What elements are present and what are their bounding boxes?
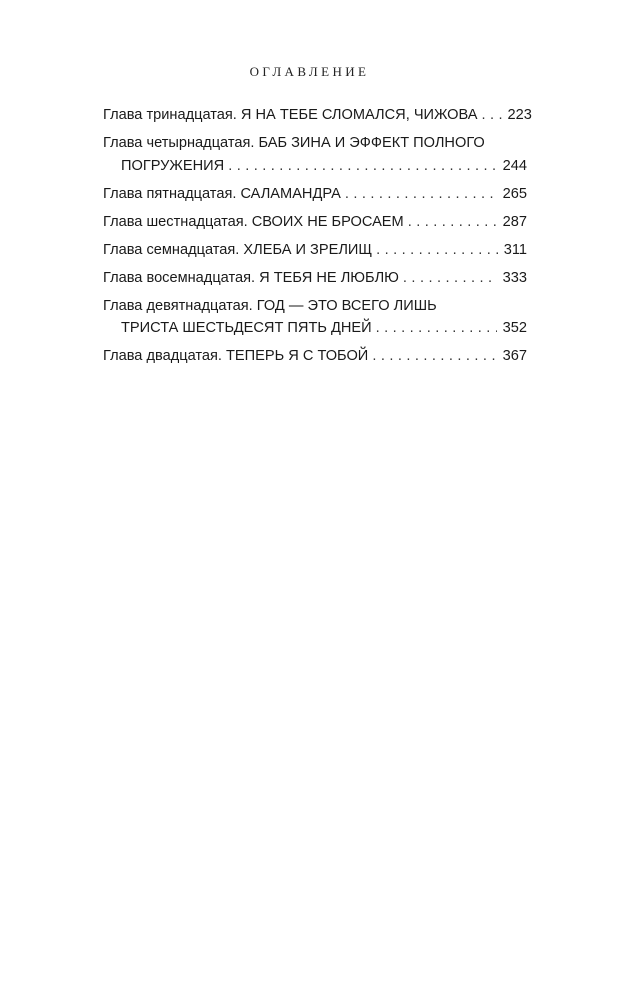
toc-entry-title: Глава двадцатая. ТЕПЕРЬ Я С ТОБОЙ [103,348,369,364]
dot-leader [376,317,497,340]
dot-leader [408,211,497,234]
dot-leader [482,104,502,127]
toc-entry-title-continued: ПОГРУЖЕНИЯ [121,157,225,174]
dot-leader [228,155,496,178]
toc-page-number: 367 [502,348,527,364]
toc-heading: ОГЛАВЛЕНИЕ [249,64,370,79]
toc-entry-chapter-20[interactable] [103,345,527,368]
toc-page-number: 287 [502,213,527,230]
toc-entry-title: Глава восемнадцатая. Я ТЕБЯ НЕ ЛЮБЛЮ [103,269,399,286]
toc-page-number: 244 [502,157,527,174]
toc-entry-chapter-15[interactable] [103,183,527,206]
dot-leader [372,345,496,368]
table-of-contents [103,104,532,373]
toc-page-number: 311 [503,241,527,258]
dot-leader [403,267,497,290]
toc-page-number: 223 [507,107,532,123]
toc-page-number: 352 [502,320,527,336]
toc-page-number: 265 [502,185,527,202]
toc-entry-chapter-18[interactable] [103,267,527,290]
toc-entry-title: Глава четырнадцатая. БАБ ЗИНА И ЭФФЕКТ ПОЛНОГО [103,135,485,151]
toc-entry-chapter-19[interactable] [103,295,527,340]
toc-entry-chapter-13[interactable] [103,104,532,127]
toc-entry-title: Глава тринадцатая. Я НА ТЕБЕ СЛОМАЛСЯ, ЧИЖОВА [103,107,478,123]
toc-page-number: 333 [502,269,527,286]
dot-leader [376,239,498,262]
toc-entry-chapter-14[interactable] [103,132,527,177]
toc-entry-chapter-17[interactable] [103,239,527,262]
dot-leader [345,183,497,206]
toc-entry-title-continued: ТРИСТА ШЕСТЬДЕСЯТ ПЯТЬ ДНЕЙ [121,320,372,336]
toc-entry-title: Глава семнадцатая. ХЛЕБА И ЗРЕЛИЩ [103,241,373,258]
toc-entry-title: Глава девятнадцатая. ГОД — ЭТО ВСЕГО ЛИШЬ [103,297,437,314]
toc-entry-title: Глава шестнадцатая. СВОИХ НЕ БРОСАЕМ [103,213,404,230]
toc-entry-chapter-16[interactable] [103,211,527,234]
toc-entry-title: Глава пятнадцатая. САЛАМАНДРА [103,185,341,202]
